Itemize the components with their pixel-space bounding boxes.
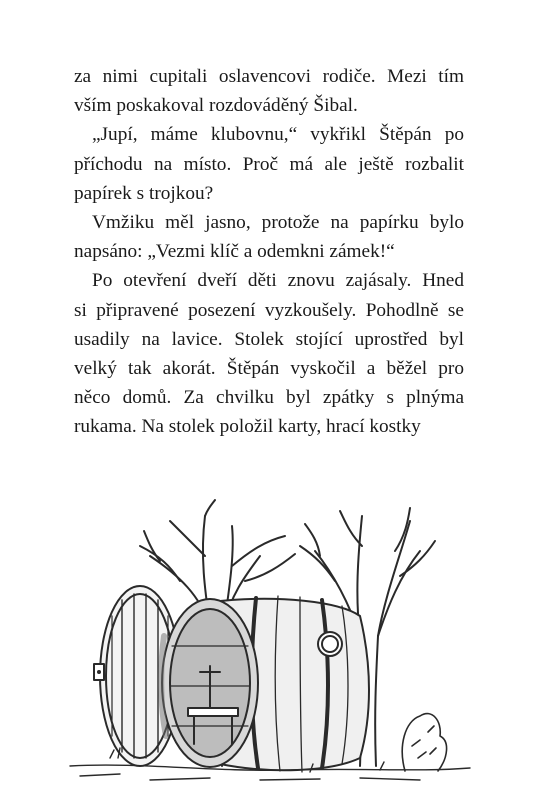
text-line: Po otevření dveří děti znovu zajásaly. Hned: [92, 270, 464, 292]
text-line: napsáno: „Vezmi klíč a odemkni zámek!“: [74, 241, 395, 263]
text-line: velký tak akorát. Štěpán vyskočil a běžel pro: [74, 358, 464, 380]
barrel: [161, 596, 369, 772]
text-line: „Jupí, máme klubovnu,“ vykřikl Štěpán po: [92, 124, 464, 146]
text-line: papírek s trojkou?: [74, 182, 214, 204]
text-line: si připravené posezení vyzkoušely. Pohodlně se: [74, 299, 464, 321]
text-line: příchodu na místo. Proč má ale ještě rozbalit: [74, 153, 464, 175]
barrel-clubhouse-illustration: [60, 496, 480, 786]
bush: [402, 714, 446, 771]
text-line: rukama. Na stolek položil karty, hrací kostky: [74, 416, 421, 438]
text-line: vším poskakoval rozdováděný Šibal.: [74, 95, 358, 117]
text-line: za nimi cupitali oslavencovi rodiče. Mezi tím: [74, 66, 464, 87]
body-text: [74, 62, 464, 442]
text-line: Vmžiku měl jasno, protože na papírku bylo: [92, 212, 464, 234]
text-line: usadily na lavice. Stolek stojící uprostřed byl: [74, 328, 464, 350]
text-line: něco domů. Za chvilku byl zpátky s plnýma: [74, 387, 464, 409]
